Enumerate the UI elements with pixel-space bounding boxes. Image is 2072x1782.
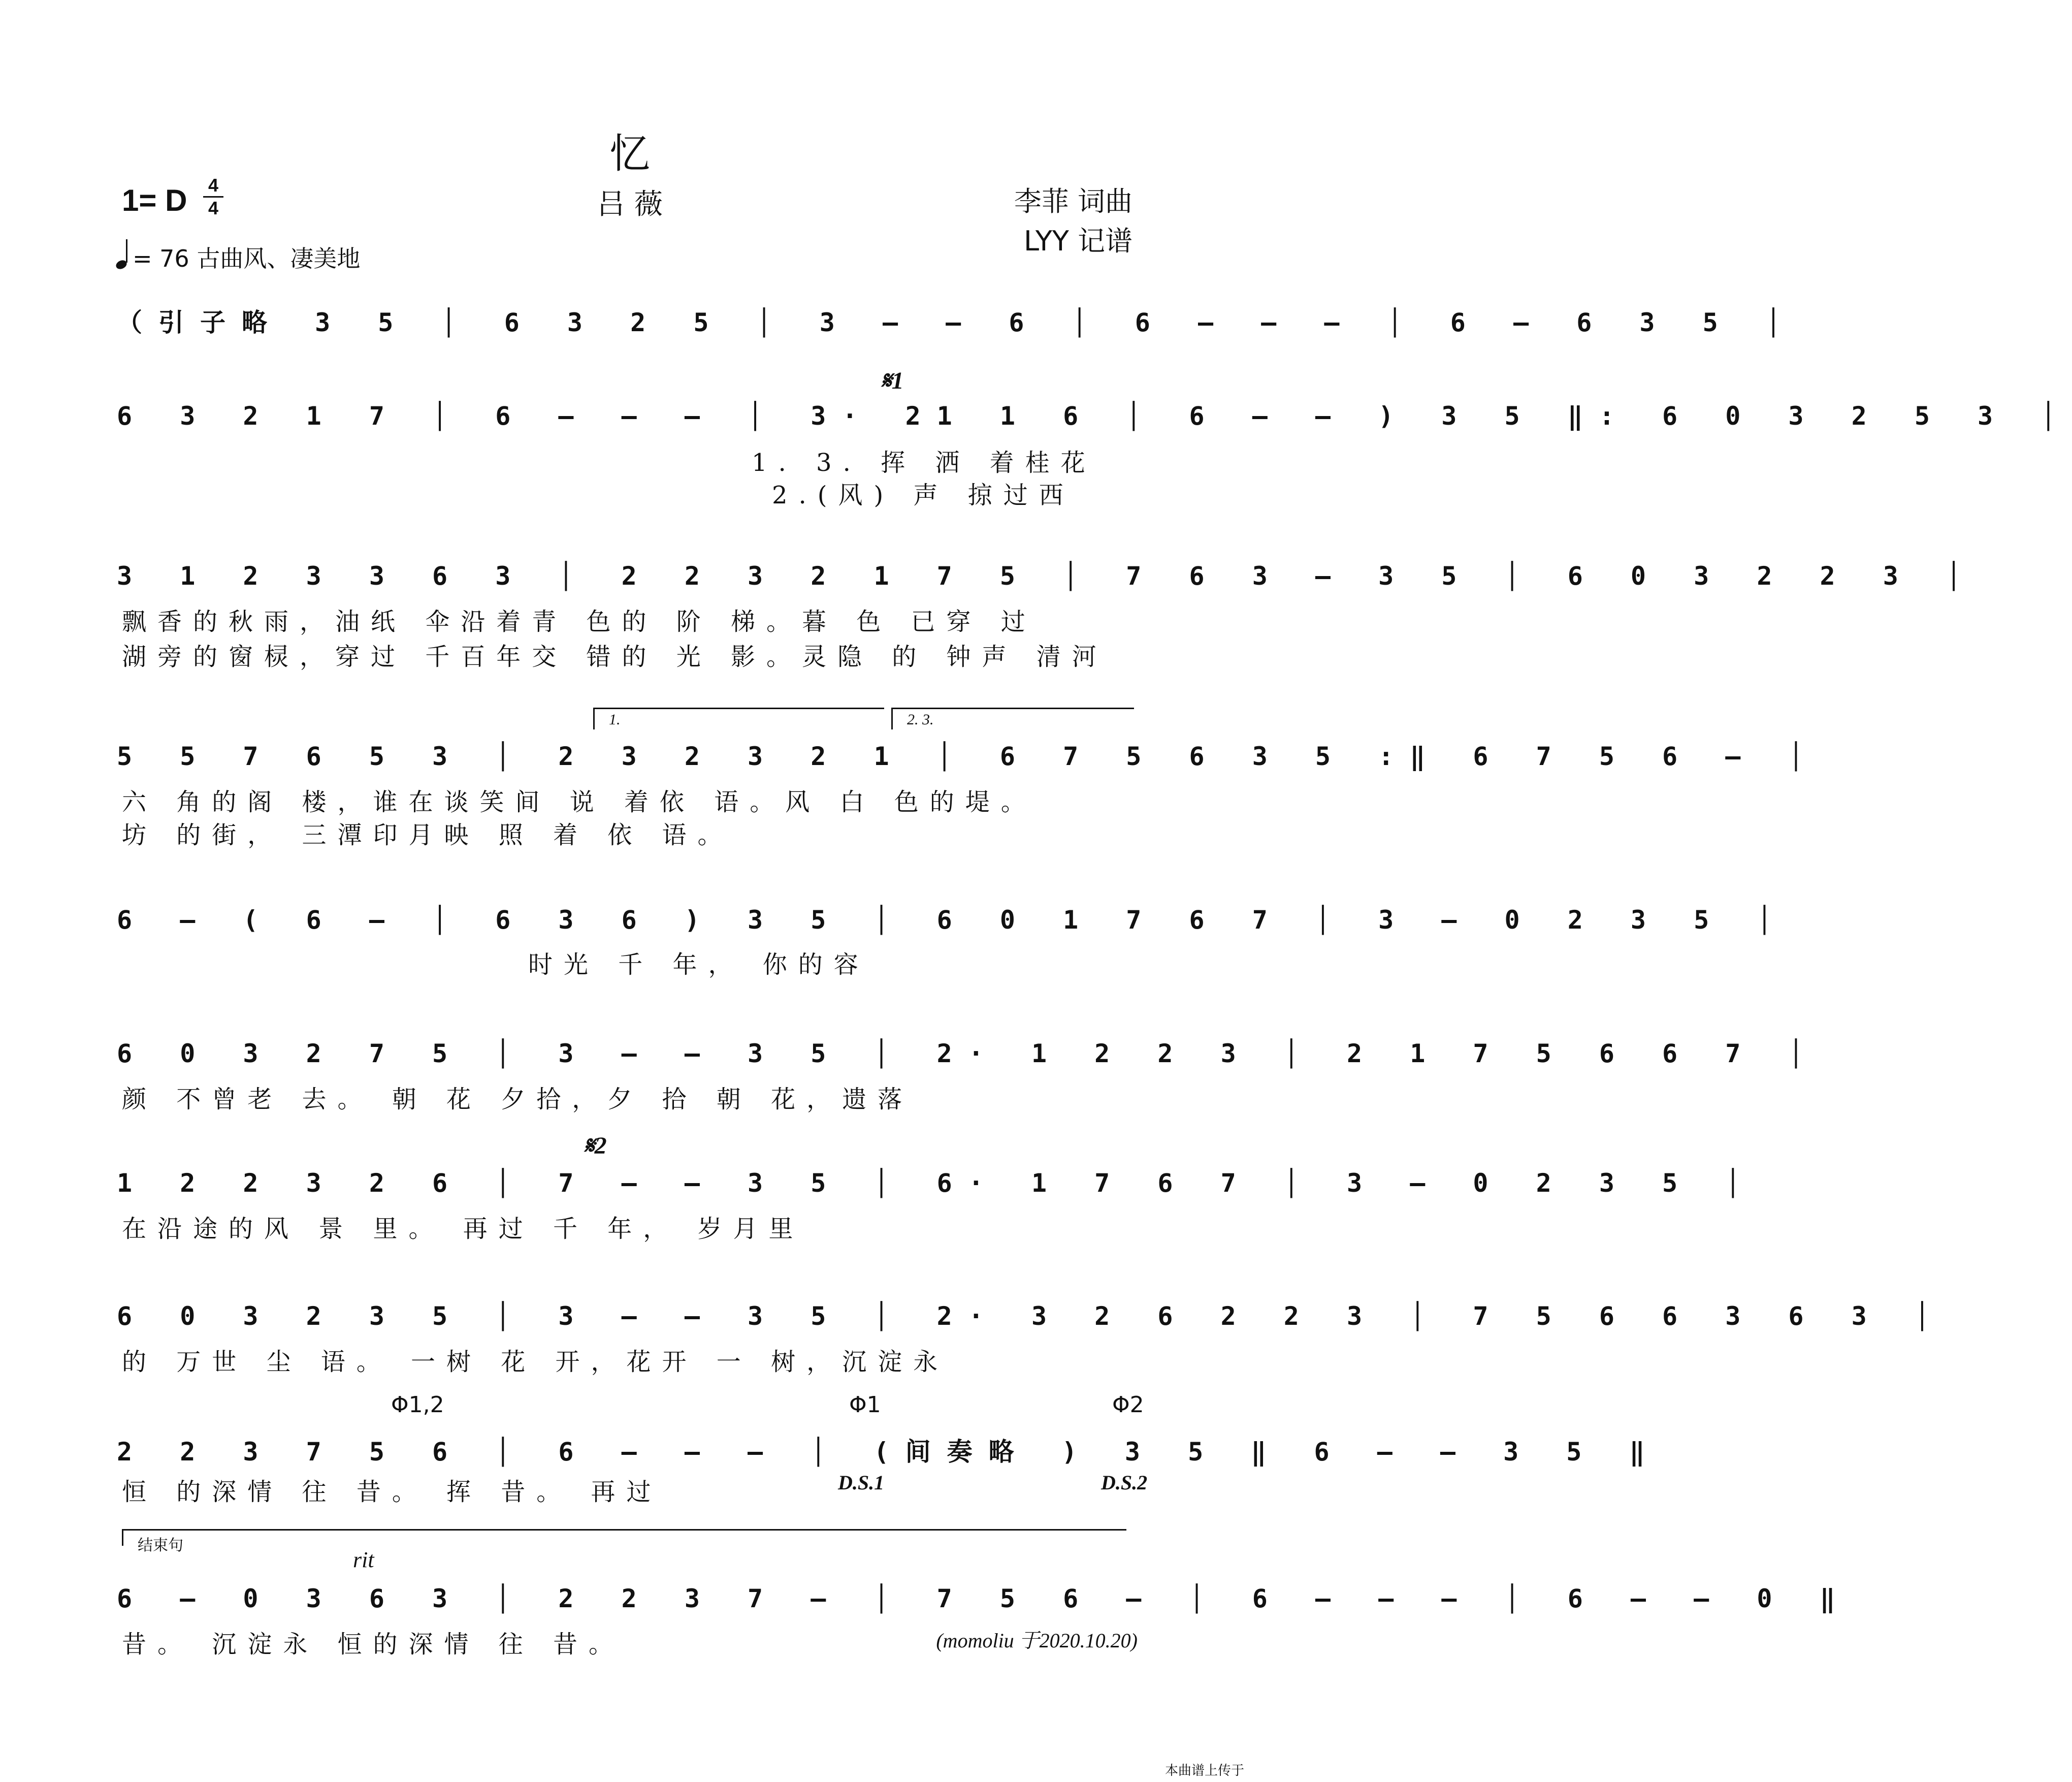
score-row-3: 3 1 2 3 3 6 3 │ 2 2 3 2 1 7 5 │ 7 6 3 – 3 5 │ 6 0 3 2 2 3 │: [117, 561, 1978, 591]
lyric-row-3-2: 湖旁的窗棂，穿过 千百年交 错的 光 影。灵隐 的 钟声 清河: [122, 643, 1108, 671]
credits: [1014, 182, 1132, 261]
score-row-1: （引子略 3 5 │ 6 3 2 5 │ 3 – – 6 │ 6 – – – │ 6 – 6 3 5 │: [117, 308, 1797, 337]
coda-1: Φ1: [849, 1392, 881, 1418]
score-row-9: 2 2 3 7 5 6 │ 6 – – – │ (间奏略 ) 3 5 ‖ 6 – – 3 5 ‖: [117, 1437, 1661, 1467]
ending-label: 结束句: [138, 1537, 183, 1554]
volta-1-label: 1.: [609, 711, 621, 728]
coda-1-2: Φ1,2: [391, 1392, 444, 1418]
score-row-7: 1 2 2 3 2 6 │ 7 – – 3 5 │ 6· 1 7 6 7 │ 3 – 0 2 3 5 │: [117, 1168, 1757, 1198]
volta-2-3-label: 2. 3.: [907, 711, 934, 728]
quarter-note-stem: [126, 239, 127, 263]
score-row-4: 5 5 7 6 5 3 │ 2 3 2 3 2 1 │ 6 7 5 6 3 5 :‖ 6 7 5 6 – │: [117, 742, 1820, 771]
credit-transcriber: LYY 记谱: [1023, 225, 1132, 257]
time-top: 4: [208, 175, 219, 196]
ending-bracket: [122, 1529, 1126, 1554]
lyric-row-2-1: 1. 3. 挥 洒 着桂花: [752, 449, 1096, 477]
key-signature: 1= D: [122, 183, 187, 217]
rit-marking: rit: [353, 1547, 374, 1572]
lyric-row-3-1: 飘香的秋雨，油纸 伞沿着青 色的 阶 梯。暮 色 已穿 过: [122, 608, 1037, 636]
score-row-10: 6 – 0 3 6 3 │ 2 2 3 7 – │ 7 5 6 – │ 6 – – – │ 6 – – 0 ‖: [117, 1584, 1852, 1613]
lyric-row-7: 在沿途的风 景 里。 再过 千 年， 岁月里: [122, 1215, 804, 1243]
lyric-row-5: 时光 千 年， 你的容: [528, 950, 869, 979]
ds-2: D.S.2: [1101, 1471, 1148, 1494]
transcriber-note: (momoliu 于2020.10.20): [936, 1629, 1138, 1652]
lyric-row-9: 恒 的深情 往 昔。 挥 昔。 再过: [122, 1478, 662, 1506]
lyric-row-2-2: 2.(风) 声 掠过西: [772, 481, 1075, 510]
lyric-row-10: 昔。 沉淀永 恒的深情 往 昔。: [122, 1630, 625, 1659]
score-row-5: 6 – ( 6 – │ 6 3 6 ) 3 5 │ 6 0 1 7 6 7 │ 3 – 0 2 3 5 │: [117, 905, 1789, 935]
volta-1: [593, 708, 884, 729]
lyric-row-8: 的 万世 尘 语。 一树 花 开，花开 一 树，沉淀永: [122, 1348, 949, 1376]
ds-1: D.S.1: [838, 1471, 885, 1494]
time-bottom: 4: [208, 198, 219, 218]
tempo-text: = 76 古曲风、凄美地: [133, 245, 361, 272]
watermark-footer: 本曲谱上传于: [1164, 1763, 1244, 1778]
song-title: 忆: [609, 130, 650, 177]
singer: 吕 薇: [597, 188, 663, 221]
score-row-6: 6 0 3 2 7 5 │ 3 – – 3 5 │ 2· 1 2 2 3 │ 2 1 7 5 6 6 7 │: [117, 1039, 1820, 1068]
segno-2: 𝄋2: [584, 1132, 607, 1159]
volta-2-3: [891, 708, 1134, 729]
coda-2: Φ2: [1112, 1392, 1144, 1418]
lyric-row-4-2: 坊 的街， 三潭印月映 照 着 依 语。: [122, 821, 733, 849]
credit-lyrics-music: 李菲 词曲: [1014, 185, 1132, 217]
score-row-8: 6 0 3 2 3 5 │ 3 – – 3 5 │ 2· 3 2 6 2 2 3 │ 7 5 6 6 3 6 3 │: [117, 1301, 1946, 1331]
score-row-2: 6 3 2 1 7 │ 6 – – – │ 3· 21 1 6 │ 6 – – ) 3 5 ‖: 6 0 3 2 5 3 │: [117, 401, 2072, 431]
tempo-marking: [116, 240, 360, 274]
lyric-row-6: 颜 不曾老 去。 朝 花 夕拾，夕 拾 朝 花，遗落: [122, 1085, 914, 1113]
segno-1: 𝄋1: [881, 367, 904, 394]
lyric-row-4-1: 六 角的阁 楼，谁在谈笑间 说 着依 语。风 白 色的堤。: [122, 788, 1037, 816]
